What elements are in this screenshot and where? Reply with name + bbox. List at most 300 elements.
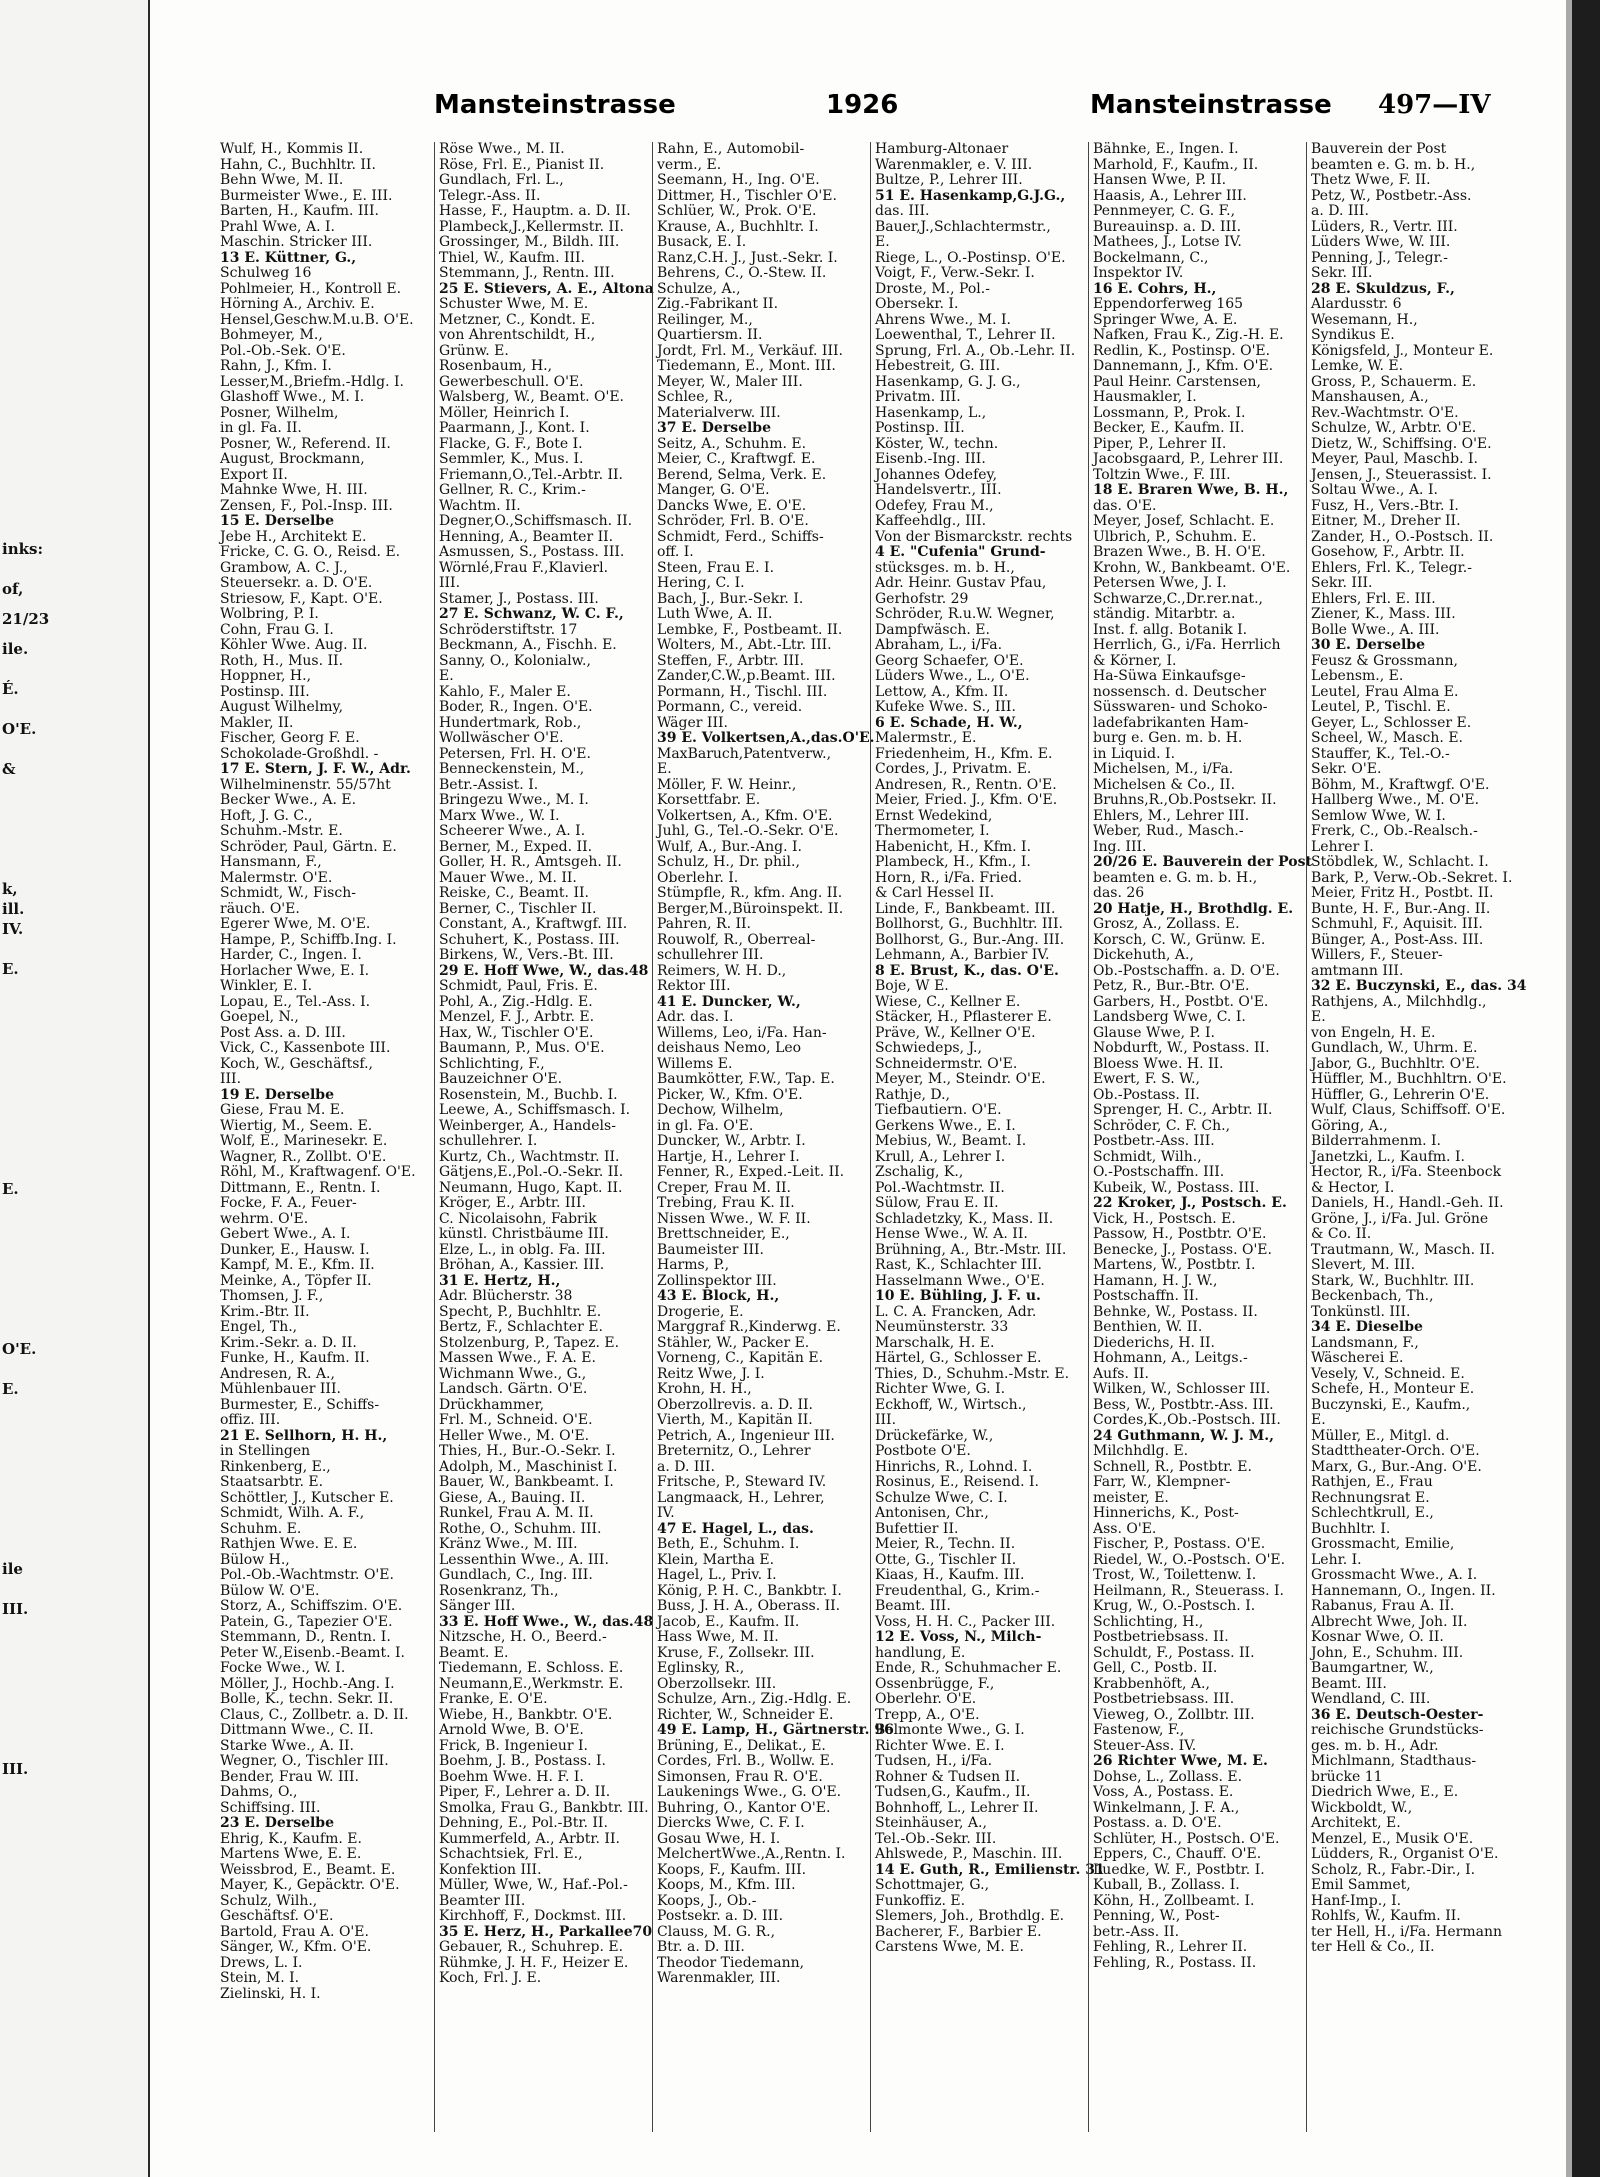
directory-entry-line: Loewenthal, T., Lehrer II. xyxy=(875,327,1056,343)
directory-entry-line: Rahn, E., Automobil- xyxy=(657,141,805,157)
directory-entry-line: Wiese, C., Kellner E. xyxy=(875,993,1021,1010)
directory-entry-line: Röhl, M., Kraftwagenf. O'E. xyxy=(220,1164,416,1180)
directory-entry-line: Voss, H. H. C., Packer III. xyxy=(875,1613,1056,1630)
directory-entry-line: Clauss, M. G. R., xyxy=(657,1923,776,1940)
directory-entry-line: Süsswaren- und Schoko- xyxy=(1093,699,1268,715)
directory-entry-line: brücke 11 xyxy=(1311,1768,1383,1785)
directory-entry-line: Schulweg 16 xyxy=(220,265,312,281)
directory-entry-line: Königsfeld, J., Monteur E. xyxy=(1311,342,1494,359)
directory-entry-line: Adolph, M., Maschinist I. xyxy=(439,1458,618,1475)
directory-entry-line: Bruhns,R.,Ob.Postsekr. II. xyxy=(1093,792,1277,808)
directory-entry-line: Warenmakler, e. V. III. xyxy=(875,156,1033,173)
directory-entry-line: Ende, R., Schuhmacher E. xyxy=(875,1660,1062,1676)
directory-entry-line: Trost, W., Toilettenw. I. xyxy=(1093,1567,1257,1583)
directory-entry-line: 49 E. Lamp, H., Gärtnerstr. 96 xyxy=(657,1722,894,1738)
directory-column-6 xyxy=(1306,141,1527,2132)
directory-entry-line: ter Hell, H., i/Fa. Hermann xyxy=(1311,1923,1503,1940)
directory-entry-line: Stein, M. I. xyxy=(220,1970,300,1986)
previous-page-fragment: of, xyxy=(2,580,24,598)
page-number: 497—IV xyxy=(1378,90,1491,120)
directory-entry-line: Schwiedeps, J., xyxy=(875,1040,982,1056)
directory-entry-line: Hensel,Geschw.M.u.B. O'E. xyxy=(220,311,414,328)
directory-entry-line: Thermometer, I. xyxy=(875,823,990,839)
directory-entry-line: Willems, Leo, i/Fa. Han- xyxy=(657,1024,827,1041)
directory-entry-line: Wichmann Wwe., G., xyxy=(439,1365,587,1382)
directory-entry-line: 41 E. Duncker, W., xyxy=(657,993,801,1010)
directory-entry-line: Konfektion III. xyxy=(439,1861,542,1878)
directory-entry-line: Adr. das. I. xyxy=(657,1009,734,1025)
directory-entry-line: Plambeck, H., Kfm., I. xyxy=(875,854,1031,870)
previous-page-fragment: ill. xyxy=(2,900,25,918)
directory-entry-line: Bureauinsp. a. D. III. xyxy=(1093,218,1242,235)
directory-entry-line: Rohlfs, W., Kaufm. II. xyxy=(1311,1908,1461,1924)
directory-entry-line: Zensen, F., Pol.-Insp. III. xyxy=(220,497,393,514)
directory-entry-line: Neumann, Hugo, Kapt. II. xyxy=(439,1179,623,1196)
directory-entry-line: Hüffler, M., Buchhltrn. O'E. xyxy=(1311,1071,1507,1087)
directory-entry-line: Bark, P., Verw.-Ob.-Sekret. I. xyxy=(1311,869,1513,886)
directory-entry-line: Lebensm., E. xyxy=(1311,668,1404,684)
directory-entry-line: Köster, W., techn. xyxy=(875,435,999,452)
directory-entry-line: Tudsen,G., Kaufm., II. xyxy=(875,1784,1031,1800)
directory-entry-line: Hense Wwe., W. A. II. xyxy=(875,1226,1028,1242)
directory-entry-line: Materialverw. III. xyxy=(657,404,781,421)
directory-entry-line: Hausmakler, I. xyxy=(1093,389,1197,405)
directory-entry-line: Schlüter, H., Postsch. O'E. xyxy=(1093,1830,1280,1847)
street-heading-left: Mansteinstrasse xyxy=(434,90,676,120)
directory-entry-line: Roth, H., Mus. II. xyxy=(220,652,344,669)
directory-entry-line: & Körner, I. xyxy=(1093,652,1177,669)
directory-entry-line: 24 Guthmann, W. J. M., xyxy=(1093,1427,1274,1444)
directory-entry-line: Starke Wwe., A. II. xyxy=(220,1737,355,1754)
directory-entry-line: Schiffsing. III. xyxy=(220,1799,321,1816)
directory-entry-line: Drückefärke, W., xyxy=(875,1427,994,1444)
directory-entry-line: Slevert, M. III. xyxy=(1311,1257,1416,1273)
directory-entry-line: Linde, F., Bankbeamt. III. xyxy=(875,900,1056,917)
directory-entry-line: MaxBaruch,Patentverw., xyxy=(657,745,832,762)
directory-entry-line: Malermstr., E. xyxy=(875,730,977,746)
directory-entry-line: Cordes,K.,Ob.-Postsch. III. xyxy=(1093,1412,1281,1428)
directory-entry-line: Kaffeehdlg., III. xyxy=(875,513,987,529)
directory-entry-line: Dehning, E., Pol.-Btr. II. xyxy=(439,1815,608,1831)
directory-entry-line: Schuhert, K., Postass. III. xyxy=(439,931,620,948)
directory-entry-line: Becker, E., Kaufm. II. xyxy=(1093,420,1245,436)
directory-entry-line: Buczynski, E., Kaufm., xyxy=(1311,1396,1471,1413)
directory-entry-line: schullehrer. I. xyxy=(439,1133,538,1149)
directory-entry-line: Bufettier II. xyxy=(875,1520,959,1537)
directory-entry-line: Gundlach, W., Uhrm. E. xyxy=(1311,1040,1478,1056)
directory-entry-line: Maschin. Stricker III. xyxy=(220,234,373,250)
directory-entry-line: Kosnar Wwe, O. II. xyxy=(1311,1629,1444,1645)
directory-entry-line: 32 E. Buczynski, E., das. 34 xyxy=(1311,978,1527,994)
directory-entry-line: Ossenbrügge, F., xyxy=(875,1675,995,1692)
directory-entry-line: Zig.-Fabrikant II. xyxy=(657,296,779,312)
directory-entry-line: Riedel, W., O.-Postsch. O'E. xyxy=(1093,1551,1286,1568)
previous-page-fragment: & xyxy=(2,760,16,778)
directory-entry-line: Brettschneider, E., xyxy=(657,1226,790,1242)
directory-entry-line: Marx Wwe., W. I. xyxy=(439,807,560,824)
directory-entry-line: Grossmacht, Emilie, xyxy=(1311,1536,1455,1552)
directory-entry-line: von Ahrentschildt, H., xyxy=(439,327,596,343)
directory-entry-line: beamten e. G. m. b. H., xyxy=(1311,156,1476,173)
directory-entry-line: Kuball, B., Zollass. I. xyxy=(1093,1877,1240,1893)
directory-entry-line: August Wilhelmy, xyxy=(220,699,344,715)
directory-entry-line: Cohn, Frau G. I. xyxy=(220,621,334,638)
directory-entry-line: Behnke, W., Postass. II. xyxy=(1093,1303,1258,1320)
directory-entry-line: Post Ass. a. D. III. xyxy=(220,1024,346,1041)
directory-entry-line: Weissbrod, E., Beamt. E. xyxy=(220,1861,396,1878)
directory-entry-line: Steffen, F., Arbtr. III. xyxy=(657,652,805,669)
directory-entry-line: Richter Wwe. E. I. xyxy=(875,1737,1005,1754)
directory-entry-line: nossensch. d. Deutscher xyxy=(1093,683,1267,700)
directory-entry-line: Sprenger, H. C., Arbtr. II. xyxy=(1093,1102,1273,1118)
directory-entry-line: deishaus Nemo, Leo xyxy=(657,1040,802,1056)
directory-entry-line: das. 26 xyxy=(1093,885,1145,901)
directory-entry-line: Dittmann Wwe., C. II. xyxy=(220,1722,374,1738)
directory-entry-line: Tel.-Ob.-Sekr. III. xyxy=(875,1830,997,1847)
directory-entry-line: Wollwäscher O'E. xyxy=(439,730,564,746)
directory-entry-line: III. xyxy=(439,575,461,591)
directory-entry-line: Lüders Wwe., L., O'E. xyxy=(875,668,1030,684)
directory-entry-line: Meyer, M., Steindr. O'E. xyxy=(875,1071,1046,1087)
directory-entry-line: Hass Wwe, M. II. xyxy=(657,1629,779,1645)
directory-entry-line: C. Nicolaisohn, Fabrik xyxy=(439,1210,597,1227)
directory-entry-line: Gerkens Wwe., E. I. xyxy=(875,1117,1016,1134)
directory-entry-line: ges. m. b. H., Adr. xyxy=(1311,1737,1439,1754)
directory-entry-line: Voigt, F., Verw.-Sekr. I. xyxy=(875,265,1035,281)
directory-entry-line: Franke, E. O'E. xyxy=(439,1691,548,1707)
directory-entry-line: Pol.-Ob.-Wachtmstr. O'E. xyxy=(220,1567,394,1583)
directory-entry-line: Behn Wwe, M. II. xyxy=(220,172,344,188)
directory-entry-line: Kubeik, W., Postass. III. xyxy=(1093,1179,1260,1196)
directory-entry-line: Martens Wwe, E. E. xyxy=(220,1846,362,1862)
directory-entry-line: Janetzki, L., Kaufm. I. xyxy=(1311,1148,1465,1165)
directory-entry-line: Lehrer I. xyxy=(1311,838,1374,855)
directory-entry-line: Landsberg Wwe, C. I. xyxy=(1093,1009,1246,1025)
directory-entry-line: Tiedemann, E., Mont. III. xyxy=(657,358,836,374)
directory-entry-line: Meier, C., Kraftwgf. E. xyxy=(657,451,816,467)
directory-entry-line: Wolters, M., Abt.-Ltr. III. xyxy=(657,637,832,653)
directory-entry-line: Bauverein der Post xyxy=(1311,141,1447,157)
directory-entry-line: Plambeck,J.,Kellermstr. II. xyxy=(439,218,624,235)
directory-entry-line: 21 E. Sellhorn, H. H., xyxy=(220,1427,388,1444)
directory-column-5 xyxy=(1088,141,1312,2132)
directory-entry-line: Berend, Selma, Verk. E. xyxy=(657,466,827,483)
directory-entry-line: Kirchhoff, F., Dockmst. III. xyxy=(439,1908,627,1924)
directory-entry-line: Leutel, P., Tischl. E. xyxy=(1311,699,1451,715)
directory-entry-line: Fehling, R., Lehrer II. xyxy=(1093,1939,1248,1955)
directory-entry-line: Ehrig, K., Kaufm. E. xyxy=(220,1830,362,1847)
directory-entry-line: Frick, B. Ingenieur I. xyxy=(439,1737,589,1754)
directory-column-4 xyxy=(870,141,1105,2132)
directory-entry-line: Stemmann, J., Rentn. III. xyxy=(439,265,615,281)
directory-entry-line: Geschäftsf. O'E. xyxy=(220,1908,334,1924)
directory-entry-line: Toltzin Wwe., F. III. xyxy=(1093,466,1231,483)
directory-entry-line: Landsmann, F., xyxy=(1311,1334,1419,1351)
directory-entry-line: Ziener, K., Mass. III. xyxy=(1311,606,1456,622)
directory-entry-line: 39 E. Volkertsen,A.,das.O'E. xyxy=(657,730,875,746)
directory-entry-line: Lüders Wwe, W. III. xyxy=(1311,234,1451,250)
directory-entry-line: Betr.-Assist. I. xyxy=(439,776,539,793)
directory-entry-line: Ehlers, Frl. K., Telegr.- xyxy=(1311,559,1472,576)
directory-entry-line: Schokolade-Großhdl. - xyxy=(220,745,379,762)
directory-entry-line: Boder, R., Ingen. O'E. xyxy=(439,699,593,715)
directory-entry-line: Dohse, L., Zollass. E. xyxy=(1093,1768,1243,1785)
directory-entry-line: Koch, W., Geschäftsf., xyxy=(220,1055,373,1072)
previous-page-fragment: 21/23 xyxy=(2,610,50,628)
directory-entry-line: Weinberger, A., Handels- xyxy=(439,1117,616,1134)
directory-entry-line: & Carl Hessel II. xyxy=(875,885,995,901)
directory-columns xyxy=(216,141,1527,2132)
directory-entry-line: Wendland, C. III. xyxy=(1311,1691,1431,1707)
directory-entry-line: Willers, F., Steuer- xyxy=(1311,947,1443,963)
directory-entry-line: & Hector, I. xyxy=(1311,1179,1395,1196)
directory-entry-line: Posner, W., Referend. II. xyxy=(220,435,391,452)
directory-entry-line: Benecke, J., Postass. O'E. xyxy=(1093,1241,1272,1258)
directory-entry-line: beamten e. G. m. b. H., xyxy=(1093,869,1258,886)
directory-entry-line: Jacobsgaard, P., Lehrer III. xyxy=(1093,451,1284,467)
directory-entry-line: Richter Wwe, G. I. xyxy=(875,1381,1006,1397)
directory-entry-line: Wesemann, H., xyxy=(1311,311,1418,328)
directory-entry-line: Rosenbaum, H., xyxy=(439,358,553,374)
directory-entry-line: Juhl, G., Tel.-O.-Sekr. O'E. xyxy=(657,823,839,839)
directory-entry-line: Kampf, M. E., Kfm. II. xyxy=(220,1257,375,1273)
directory-entry-line: Tonkünstl. III. xyxy=(1311,1303,1411,1320)
directory-entry-line: Hundertmark, Rob., xyxy=(439,714,582,731)
directory-entry-line: Barten, H., Kaufm. III. xyxy=(220,203,379,219)
directory-entry-line: Fischer, Georg F. E. xyxy=(220,730,360,746)
directory-entry-line: Daniels, H., Handl.-Geh. II. xyxy=(1311,1195,1504,1211)
directory-entry-line: Ahlswede, P., Maschin. III. xyxy=(875,1846,1063,1862)
directory-entry-line: Export II. xyxy=(220,466,288,483)
directory-entry-line: Claus, C., Zollbetr. a. D. II. xyxy=(220,1706,409,1723)
directory-entry-line: Emil Sammet, xyxy=(1311,1877,1411,1893)
directory-entry-line: Peter W.,Eisenb.-Beamt. I. xyxy=(220,1644,406,1661)
directory-entry-line: IV. xyxy=(657,1505,675,1521)
directory-entry-line: Warenmakler, III. xyxy=(657,1970,781,1986)
directory-entry-line: Diederichs, H. II. xyxy=(1093,1334,1215,1351)
directory-entry-line: Rast, K., Schlachter III. xyxy=(875,1257,1042,1273)
directory-entry-line: Goller, H. R., Amtsgeh. II. xyxy=(439,854,622,870)
directory-entry-line: Aufs. II. xyxy=(1093,1365,1149,1382)
directory-entry-line: 22 Kroker, J., Postsch. E. xyxy=(1093,1195,1287,1211)
directory-entry-line: Wäscherei E. xyxy=(1311,1350,1404,1366)
previous-page-fragment: É. xyxy=(2,680,19,698)
directory-entry-line: Postbetriebsass. III. xyxy=(1093,1691,1235,1707)
directory-entry-line: Postschaffn. II. xyxy=(1093,1288,1199,1304)
directory-entry-line: Sekr. III. xyxy=(1311,575,1373,591)
directory-entry-line: Dechow, Wilhelm, xyxy=(657,1102,784,1118)
directory-entry-line: Heller Wwe., M. O'E. xyxy=(439,1427,590,1444)
directory-entry-line: Rosenstein, M., Buchb. I. xyxy=(439,1086,618,1103)
directory-entry-line: Droste, M., Pol.- xyxy=(875,280,990,297)
directory-entry-line: Mathees, J., Lotse IV. xyxy=(1093,234,1242,250)
directory-entry-line: Rathjen Wwe. E. E. xyxy=(220,1536,358,1552)
directory-entry-line: Hohmann, A., Leitgs.- xyxy=(1093,1350,1248,1366)
directory-entry-line: Boehm, J. B., Postass. I. xyxy=(439,1753,606,1769)
directory-entry-line: Vick, H., Postsch. E. xyxy=(1093,1210,1236,1227)
directory-entry-line: Möller, J., Hochb.-Ang. I. xyxy=(220,1675,395,1692)
directory-entry-line: Drews, L. I. xyxy=(220,1954,303,1971)
directory-entry-line: Behrens, C., O.-Stew. II. xyxy=(657,265,827,281)
directory-entry-line: Bunte, H. F., Bur.-Ang. II. xyxy=(1311,900,1491,917)
directory-entry-line: Bülow W. O'E. xyxy=(220,1582,320,1599)
directory-entry-line: Petz, R., Bur.-Btr. O'E. xyxy=(1093,978,1250,994)
directory-entry-line: Schuhm.-Mstr. E. xyxy=(220,823,343,839)
directory-entry-line: von Engeln, H. E. xyxy=(1311,1024,1436,1041)
directory-entry-line: 28 E. Skuldzus, F., xyxy=(1311,280,1455,297)
directory-entry-line: Postbetriebsass. II. xyxy=(1093,1629,1229,1645)
directory-entry-line: Walsberg, W., Beamt. O'E. xyxy=(439,389,624,405)
directory-entry-line: Creper, Frau M. II. xyxy=(657,1179,791,1196)
directory-entry-line: Schuhm. E. xyxy=(220,1520,302,1537)
directory-entry-line: Ulbrich, P., Schuhm. E. xyxy=(1093,528,1257,545)
directory-entry-line: Breternitz, O., Lehrer xyxy=(657,1443,811,1459)
directory-entry-line: Luth Wwe, A. II. xyxy=(657,606,773,622)
directory-entry-line: Piper, P., Lehrer II. xyxy=(1093,435,1227,452)
directory-entry-line: Wiertig, M., Seem. E. xyxy=(220,1117,373,1134)
directory-entry-line: Wegner, O., Tischler III. xyxy=(220,1753,389,1769)
directory-entry-line: Schuster Wwe, M. E. xyxy=(439,296,589,312)
directory-entry-line: Korsch, C. W., Grünw. E. xyxy=(1093,931,1266,948)
directory-entry-line: Stark, W., Buchhltr. III. xyxy=(1311,1272,1475,1289)
directory-entry-line: Schröder, Frl. B. O'E. xyxy=(657,513,809,529)
directory-entry-line: Burmester, E., Schiffs- xyxy=(220,1396,380,1413)
directory-entry-line: Schmidt, Paul, Fris. E. xyxy=(439,978,598,994)
directory-entry-line: Rohner & Tudsen II. xyxy=(875,1768,1021,1785)
directory-entry-line: Bollhorst, G., Buchhltr. III. xyxy=(875,916,1063,932)
directory-entry-line: Baumkötter, F.W., Tap. E. xyxy=(657,1071,835,1087)
directory-entry-line: Lopau, E., Tel.-Ass. I. xyxy=(220,993,371,1010)
directory-entry-line: Cordes, Frl. B., Wollw. E. xyxy=(657,1753,835,1769)
directory-entry-line: Leewe, A., Schiffsmasch. I. xyxy=(439,1102,631,1118)
directory-entry-line: Mauer Wwe., M. II. xyxy=(439,869,577,886)
directory-entry-line: off. I. xyxy=(657,544,694,560)
directory-entry-line: Riege, L., O.-Postinsp. O'E. xyxy=(875,249,1066,266)
directory-entry-line: Scholz, R., Fabr.-Dir., I. xyxy=(1311,1861,1476,1878)
directory-entry-line: Hansen Wwe, P. II. xyxy=(1093,172,1227,188)
directory-entry-line: Bach, J., Bur.-Sekr. I. xyxy=(657,590,804,607)
directory-entry-line: Möller, F. W. Heinr., xyxy=(657,776,797,793)
directory-entry-line: künstl. Christbäume III. xyxy=(439,1226,609,1242)
directory-entry-line: Paarmann, J., Kont. I. xyxy=(439,420,590,436)
directory-entry-line: Göring, A., xyxy=(1311,1117,1388,1134)
page-edge-shadow xyxy=(1572,0,1600,2177)
directory-entry-line: 37 E. Derselbe xyxy=(657,420,772,436)
directory-entry-line: Bauer, W., Bankbeamt. I. xyxy=(439,1474,614,1490)
directory-entry-line: Steuersekr. a. D. O'E. xyxy=(220,575,373,591)
directory-entry-line: offiz. III. xyxy=(220,1412,281,1428)
previous-page-fragment: ile xyxy=(2,1560,23,1578)
directory-entry-line: Tiefbautiern. O'E. xyxy=(875,1102,1002,1118)
directory-entry-line: Bülow H., xyxy=(220,1551,290,1568)
directory-entry-line: Buhring, O., Kantor O'E. xyxy=(657,1799,831,1816)
directory-entry-line: 6 E. Schade, H. W., xyxy=(875,714,1023,731)
directory-entry-line: Semmler, K., Mus. I. xyxy=(439,451,584,467)
directory-entry-line: Eppers, C., Chauff. O'E. xyxy=(1093,1846,1262,1862)
directory-entry-line: Gerhofstr. 29 xyxy=(875,590,969,607)
directory-entry-line: Prahl Wwe, A. I. xyxy=(220,218,335,235)
directory-entry-line: Fritsche, P., Steward IV. xyxy=(657,1474,827,1490)
directory-entry-line: Drogerie, E. xyxy=(657,1303,744,1320)
previous-page-fragment: III. xyxy=(2,1760,29,1778)
directory-entry-line: Petz, W., Postbetr.-Ass. xyxy=(1311,187,1472,204)
directory-column-2 xyxy=(434,141,654,2132)
directory-entry-line: Schmidt, Wilh. A. F., xyxy=(220,1505,365,1521)
directory-entry-line: Röse, Frl. E., Pianist II. xyxy=(439,156,605,173)
directory-entry-line: Schmidt, Wilh., xyxy=(1093,1148,1202,1165)
directory-entry-line: Langmaack, H., Lehrer, xyxy=(657,1489,825,1506)
directory-entry-line: Neumünsterstr. 33 xyxy=(875,1319,1009,1335)
directory-entry-line: Manshausen, A., xyxy=(1311,389,1429,405)
directory-entry-line: Mühlenbauer III. xyxy=(220,1381,341,1397)
previous-page-fragment: E. xyxy=(2,1380,19,1398)
directory-entry-line: Rinkenberg, E., xyxy=(220,1458,331,1475)
directory-entry-line: Drückhammer, xyxy=(439,1396,545,1413)
directory-entry-line: Seitz, A., Schuhm. E. xyxy=(657,435,807,452)
directory-entry-line: Postsekr. a. D. III. xyxy=(657,1908,784,1924)
directory-entry-line: Pormann, H., Tischl. III. xyxy=(657,683,828,700)
directory-entry-line: Gröne, J., i/Fa. Jul. Gröne xyxy=(1311,1210,1489,1227)
directory-entry-line: Postbetr.-Ass. III. xyxy=(1093,1133,1215,1149)
directory-entry-line: Gebert Wwe., A. I. xyxy=(220,1226,351,1242)
directory-entry-line: Ernst Wedekind, xyxy=(875,807,993,824)
directory-entry-line: Bolle Wwe., A. III. xyxy=(1311,621,1440,638)
directory-entry-line: Bloess Wwe. H. II. xyxy=(1093,1055,1224,1072)
directory-entry-line: 13 E. Küttner, G., xyxy=(220,249,357,266)
directory-entry-line: Kruse, F., Zollsekr. III. xyxy=(657,1644,815,1661)
directory-entry-line: E. xyxy=(657,761,672,777)
directory-entry-line: Pahren, R. II. xyxy=(657,916,752,932)
directory-entry-line: Ahrens Wwe., M. I. xyxy=(875,311,1011,328)
directory-entry-line: wehrm. O'E. xyxy=(220,1210,309,1227)
directory-entry-line: Schulze, Arn., Zig.-Hdlg. E. xyxy=(657,1691,852,1707)
directory-entry-line: Wulf, H., Kommis II. xyxy=(220,141,364,157)
directory-entry-line: Antonisen, Chr., xyxy=(875,1505,989,1521)
directory-entry-line: Semlow Wwe, W. I. xyxy=(1311,807,1446,824)
directory-entry-line: Krim.-Sekr. a. D. II. xyxy=(220,1334,357,1351)
directory-entry-line: ständig. Mitarbtr. a. xyxy=(1093,606,1236,622)
directory-entry-line: Degner,O.,Schiffsmasch. II. xyxy=(439,513,633,529)
directory-entry-line: Bohnhoff, L., Lehrer II. xyxy=(875,1799,1039,1816)
directory-entry-line: Duncker, W., Arbtr. I. xyxy=(657,1133,806,1149)
directory-entry-line: Grünw. E. xyxy=(439,342,509,359)
directory-entry-line: Handelsvertr., III. xyxy=(875,482,1002,498)
directory-entry-line: Glause Wwe, P. I. xyxy=(1093,1024,1215,1041)
directory-entry-line: Tudsen, H., i/Fa. xyxy=(875,1753,993,1769)
directory-entry-line: Marx, G., Bur.-Ang. O'E. xyxy=(1311,1458,1482,1475)
directory-entry-line: Meyer, Paul, Maschb. I. xyxy=(1311,451,1478,467)
previous-page-fragment: O'E. xyxy=(2,1340,37,1358)
directory-entry-line: Krug, W., O.-Postsch. I. xyxy=(1093,1598,1256,1614)
directory-entry-line: Harder, C., Ingen. I. xyxy=(220,947,362,963)
directory-entry-line: Krohn, H. H., xyxy=(657,1381,752,1397)
directory-entry-line: Köhn, H., Zollbeamt. I. xyxy=(1093,1892,1255,1909)
directory-entry-line: Meier, Fritz H., Postbt. II. xyxy=(1311,885,1494,901)
directory-entry-line: Runkel, Frau A. M. II. xyxy=(439,1505,594,1521)
directory-entry-line: Lehr. I. xyxy=(1311,1551,1362,1568)
directory-entry-line: Georg Schaefer, O'E. xyxy=(875,652,1024,669)
directory-entry-line: III. xyxy=(875,1412,897,1428)
directory-entry-line: Lossmann, P., Prok. I. xyxy=(1093,404,1246,421)
directory-entry-line: Gellner, R. C., Krim.- xyxy=(439,482,586,498)
directory-entry-line: Meyer, Josef, Schlacht. E. xyxy=(1093,513,1275,529)
directory-entry-line: Präve, W., Kellner O'E. xyxy=(875,1024,1036,1041)
directory-entry-line: 51 E. Hasenkamp,G.J.G., xyxy=(875,187,1066,204)
directory-entry-line: Schröderstiftstr. 17 xyxy=(439,621,578,638)
directory-entry-line: Hampe, P., Schiffb.Ing. I. xyxy=(220,931,397,948)
directory-entry-line: räuch. O'E. xyxy=(220,900,300,917)
directory-entry-line: Wagner, R., Zollbt. O'E. xyxy=(220,1148,387,1165)
